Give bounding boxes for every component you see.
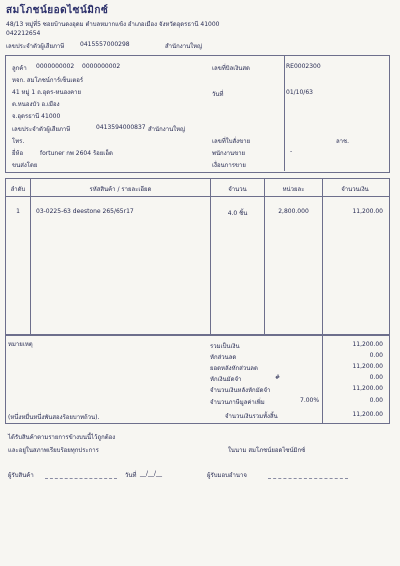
summary-label-after-discount: ยอดหลังหักส่วนลด: [210, 365, 258, 372]
ship-label: ขนส่งโดย: [12, 162, 38, 169]
row-no: 1: [16, 208, 20, 215]
summary-value-total: 11,200.00: [352, 341, 383, 348]
amount-in-words: (หนึ่งหมื่นหนึ่งพันสองร้อยบาทถ้วน).: [8, 414, 100, 421]
salesman: -: [290, 148, 293, 155]
customer-tax-id: 0413594000837: [96, 124, 146, 131]
car-label: ยี่ห้อ: [12, 150, 24, 157]
authorizer-signature-line: [268, 478, 348, 479]
items-table: [5, 178, 390, 336]
summary-value-after-discount: 11,200.00: [352, 363, 383, 370]
summary-vat-rate: 7.00%: [300, 397, 320, 404]
summary-value-vat: 0.00: [369, 397, 383, 404]
col-divider: [322, 178, 323, 335]
company-address: 48/13 หมู่ที่5 ซอยบ้านดงอุดม ตำบลหมากแข้ง อำเภอเมือง จังหวัดอุดรธานี 41000: [6, 21, 220, 28]
col-header-price: หน่วยละ: [282, 186, 305, 193]
row-price: 2,800.000: [278, 208, 309, 215]
authorizer-label: ผู้รับมอบอำนาจ: [207, 472, 247, 479]
customer-phone-label: โทร.: [12, 138, 25, 145]
customer-address-1: 41 หมู่ 1 ถ.อุดร-หนองคาย: [12, 89, 81, 96]
company-name: สมโภชน์ยอดไซน์มิกซ์: [6, 5, 109, 16]
receive-date-label: วันที่: [125, 472, 137, 479]
summary-label-grand-total: จำนวนเงินรวมทั้งสิ้น: [225, 413, 278, 420]
customer-code: 0000000002: [36, 63, 75, 70]
col-header-desc: รหัสสินค้า / รายละเอียด: [89, 186, 152, 193]
receiver-label: ผู้รับสินค้า: [8, 472, 34, 479]
doc-date-label: วันที่: [212, 91, 224, 98]
doc-term: ลาช.: [336, 138, 350, 145]
customer-code-2: 0000000002: [82, 63, 121, 70]
col-header-qty: จำนวน: [228, 186, 247, 193]
summary-label-total: รวมเป็นเงิน: [210, 343, 240, 350]
on-behalf-of: ในนาม สมโภชน์ยอดไซน์มิกซ์: [228, 447, 306, 454]
receiver-signature-line: [45, 478, 117, 479]
doc-no: RE0002300: [286, 63, 321, 70]
summary-label-after-deposit: จำนวนเงินหลังหักมัดจำ: [210, 387, 271, 394]
customer-address-2: ต.หนองบัว อ.เมือง: [12, 101, 60, 108]
row-amount: 11,200.00: [352, 208, 383, 215]
company-branch: สำนักงานใหญ่: [165, 43, 203, 50]
customer-address-3: จ.อุดรธานี 41000: [12, 113, 61, 120]
col-divider: [264, 178, 265, 335]
salesman-label: พนักงานขาย: [212, 150, 246, 157]
col-header-amount: จำนวนเงิน: [341, 186, 369, 193]
doc-no-label: เลขที่บิลเงินสด: [212, 65, 250, 72]
summary-value-after-deposit: 11,200.00: [352, 385, 383, 392]
condition-label: เงื่อนการขาย: [212, 162, 246, 169]
company-tax-label: เลขประจำตัวผู้เสียภาษี: [6, 43, 65, 50]
summary-deposit-mark: #: [275, 374, 281, 381]
summary-label-discount: หักส่วนลด: [210, 354, 237, 361]
row-desc: 03-0225-63 deestone 265/65r17: [36, 208, 134, 215]
info-divider: [284, 55, 285, 171]
col-divider: [210, 178, 211, 335]
row-qty: 4.0 ชิ้น: [227, 210, 248, 217]
summary-label-vat: จำนวนภาษีมูลค่าเพิ่ม: [210, 399, 265, 406]
summary-value-discount: 0.00: [369, 352, 383, 359]
col-divider: [30, 178, 31, 335]
summary-value-deposit: 0.00: [369, 374, 383, 381]
summary-value-grand-total: 11,200.00: [352, 411, 383, 418]
receive-date-blank: __/__/__: [140, 470, 163, 477]
summary-label-deposit: หักเงินมัดจำ: [210, 376, 242, 383]
company-tax-id: 0415557000298: [80, 41, 130, 48]
car-info: fortuner กพ 2604 ร้อยเอ็ด: [40, 150, 113, 157]
note-label: หมายเหตุ: [8, 341, 33, 348]
col-header-no: ลำดับ: [10, 186, 26, 193]
doc-ref-label: เลขที่ใบสั่งขาย: [212, 138, 251, 145]
doc-date: 01/10/63: [286, 89, 313, 96]
customer-code-label: ลูกค้า: [12, 65, 27, 72]
receipt-confirm-line1: ได้รับสินค้าตามรายการข้างบนนี้ไว้ถูกต้อง: [8, 434, 116, 441]
company-phone: 042212654: [6, 30, 41, 37]
table-header-divider: [5, 196, 389, 197]
customer-tax-label: เลขประจำตัวผู้เสียภาษี: [12, 126, 71, 133]
customer-branch: สำนักงานใหญ่: [148, 126, 186, 133]
customer-name: หจก. สมโภชน์การ์เซ็นเตอร์: [12, 77, 84, 84]
receipt-confirm-line2: และอยู่ในสภาพเรียบร้อยทุกประการ: [8, 447, 99, 454]
